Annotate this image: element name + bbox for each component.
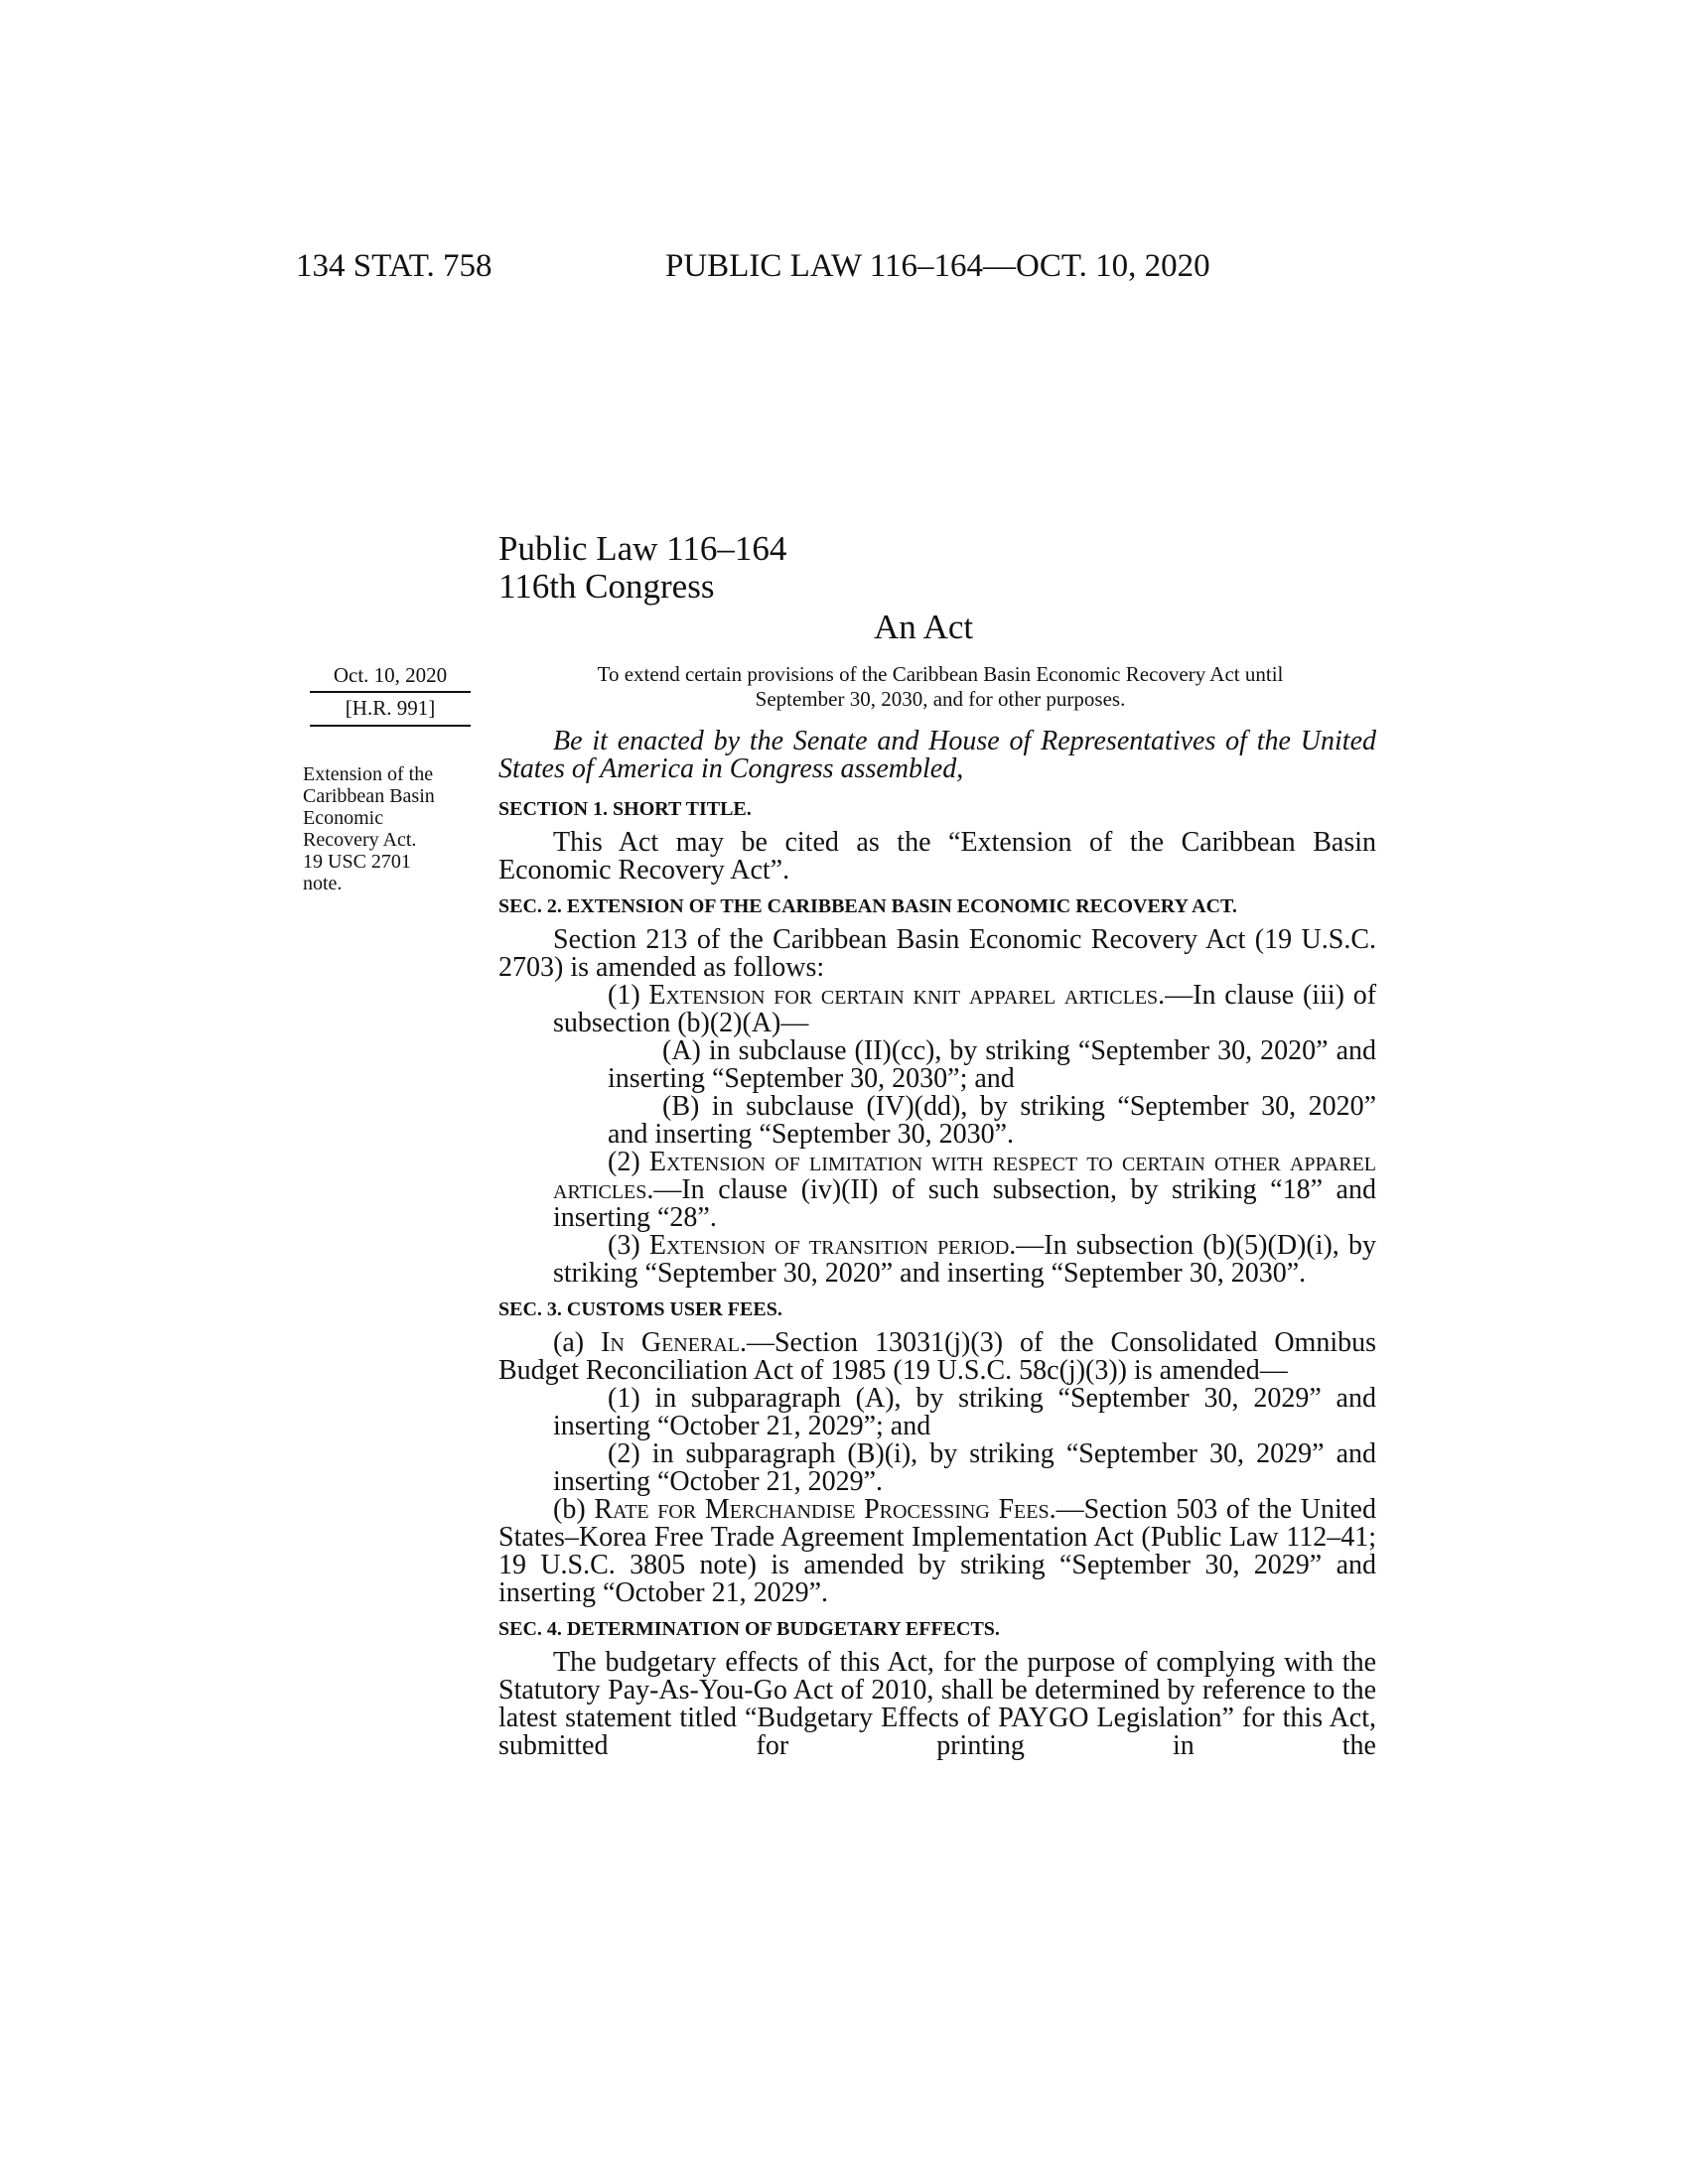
margin-note-line: Extension of the	[303, 763, 434, 785]
purpose-clause	[498, 662, 1382, 712]
section-2-paragraph-3	[498, 1232, 1376, 1288]
subsection-label: (a)	[553, 1327, 602, 1358]
paragraph-text: —In subsection (b)(5)(D)(i), by striking “September 30, 2020” and inserting “September 30, 2030”.	[553, 1230, 1376, 1289]
statute-page-number: 134 STAT. 758	[296, 248, 492, 284]
margin-note-line: Recovery Act.	[303, 829, 417, 851]
margin-note-line: Caribbean Basin	[303, 785, 435, 807]
section-2-subparagraph-a: (A) in subclause (II)(cc), by striking “September 30, 2020” and inserting “September 30, 2030”; and	[608, 1035, 1376, 1094]
section-2-heading: SEC. 2. EXTENSION OF THE CARIBBEAN BASIN ECONOMIC RECOVERY ACT.	[498, 895, 1237, 917]
paragraph-label: (3)	[608, 1230, 649, 1261]
section-1-heading: SECTION 1. SHORT TITLE.	[498, 798, 752, 820]
margin-note-line: 19 USC 2701	[303, 851, 411, 873]
subsection-text: —Section 503 of the United States–Korea Free Trade Agreement Implementation Act (Public Law 112–41; 19 U.S.C. 3805 note) is amended by striking “September 30, 2029” and inserting “October 21, 2029”.	[498, 1494, 1376, 1608]
paragraph-caption: Extension for certain knit apparel articles.	[648, 980, 1166, 1011]
section-4-text: The budgetary effects of this Act, for the purpose of complying with the Statutory Pay-As-You-Go Act of 2010, shall be determined by reference to the latest statement titled “Budgetary Effects of PAYGO Legislation” for this Act, submitted for printing in the	[498, 1647, 1376, 1761]
subsection-text: —Section 13031(j)(3) of the Consolidated Omnibus Budget Reconciliation Act of 1985 (19 U.S.C. 58c(j)(3)) is amended—	[498, 1327, 1376, 1386]
act-body	[498, 728, 1376, 1760]
subsection-caption: Rate for Merchandise Processing Fees.	[594, 1494, 1056, 1525]
margin-date-block	[310, 663, 471, 727]
paragraph-label: (1)	[608, 980, 649, 1011]
enacting-clause: Be it enacted by the Senate and House of Representatives of the United States of America in Congress assembled,	[498, 726, 1376, 784]
section-3-subsection-a	[498, 1329, 1376, 1385]
section-3-paragraph-2: (2) in subparagraph (B)(i), by striking “September 30, 2029” and inserting “October 21, 2029”.	[553, 1438, 1376, 1497]
paragraph-text: —In clause (iii) of subsection (b)(2)(A)—	[553, 980, 1377, 1038]
paragraph-caption: Extension of limitation with respect to certain other apparel articles.	[553, 1147, 1376, 1205]
section-2-paragraph-1	[498, 982, 1376, 1037]
subsection-caption: In General.	[601, 1327, 747, 1358]
purpose-line-1: To extend certain provisions of the Caribbean Basin Economic Recovery Act until	[597, 662, 1284, 686]
margin-note-line: note.	[303, 873, 343, 894]
paragraph-text: —In clause (iv)(II) of such subsection, by striking “18” and inserting “28”.	[553, 1174, 1376, 1233]
purpose-line-2: September 30, 2030, and for other purposes.	[755, 687, 1126, 711]
law-title-block	[498, 530, 786, 606]
margin-note-line: Economic	[303, 807, 384, 829]
section-4-heading: SEC. 4. DETERMINATION OF BUDGETARY EFFECTS.	[498, 1618, 1000, 1640]
section-3-paragraph-1: (1) in subparagraph (A), by striking “September 30, 2029” and inserting “October 21, 2029”; and	[553, 1383, 1376, 1441]
public-law-number: Public Law 116–164	[498, 529, 787, 568]
paragraph-label: (2)	[608, 1147, 649, 1177]
section-3-heading: SEC. 3. CUSTOMS USER FEES.	[498, 1298, 782, 1320]
section-2-subparagraph-b: (B) in subclause (IV)(dd), by striking “September 30, 2020” and inserting “September 30, 2030”.	[608, 1091, 1376, 1150]
subsection-label: (b)	[553, 1494, 595, 1525]
running-title: PUBLIC LAW 116–164—OCT. 10, 2020	[665, 248, 1210, 284]
margin-note	[303, 763, 482, 894]
section-1-text: This Act may be cited as the “Extension of the Caribbean Basin Economic Recovery Act”.	[498, 827, 1376, 886]
act-heading: An Act	[874, 608, 974, 646]
section-2-paragraph-2	[498, 1149, 1376, 1232]
bill-number: [H.R. 991]	[310, 693, 471, 727]
running-header	[0, 248, 1688, 288]
paragraph-caption: Extension of transition period.	[648, 1230, 1017, 1261]
enactment-date: Oct. 10, 2020	[310, 663, 471, 693]
congress-number: 116th Congress	[498, 567, 715, 606]
section-3-subsection-b	[498, 1496, 1376, 1607]
section-2-intro: Section 213 of the Caribbean Basin Economic Recovery Act (19 U.S.C. 2703) is amended as follows:	[498, 924, 1376, 983]
